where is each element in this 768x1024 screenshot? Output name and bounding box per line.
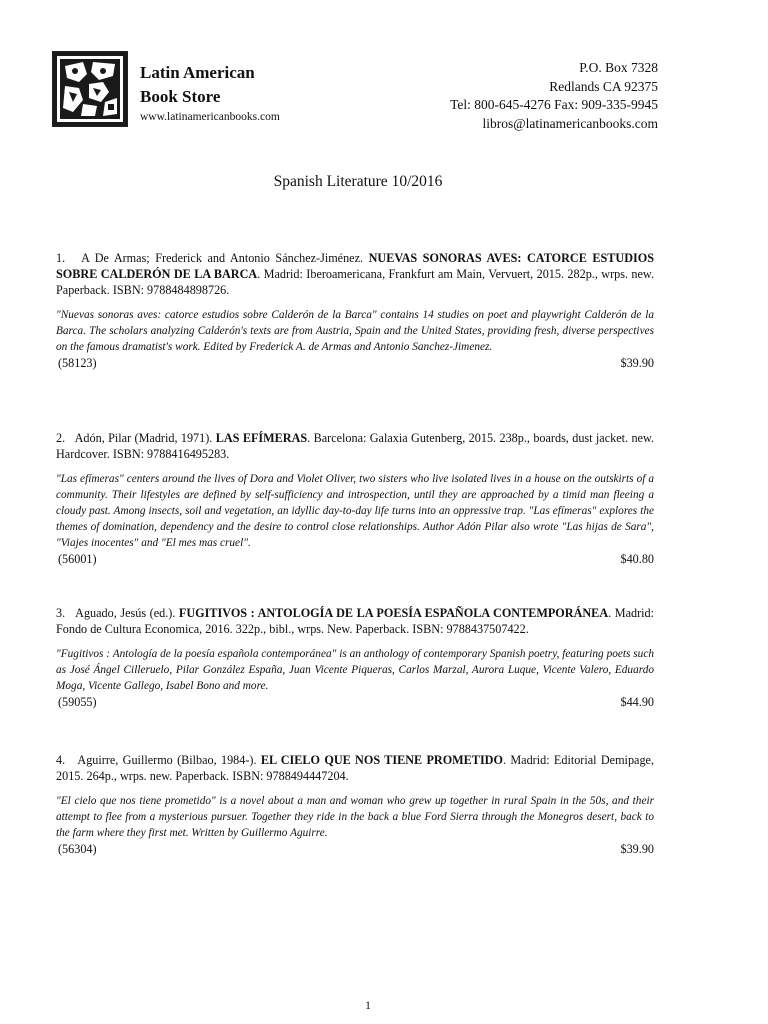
entry-citation bbox=[56, 430, 654, 462]
page-number: 1 bbox=[365, 998, 371, 1012]
store-name bbox=[140, 61, 255, 109]
entry-title: NUEVAS SONORAS AVES: CATORCE ESTUDIOS SOBRE CALDERÓN DE LA BARCA bbox=[56, 251, 654, 281]
address-phone-fax: Tel: 800-645-4276 Fax: 909-335-9945 bbox=[450, 97, 658, 112]
address-city: Redlands CA 92375 bbox=[549, 78, 658, 94]
entry-citation bbox=[56, 250, 654, 298]
entry-description: "Nuevas sonoras aves: catorce estudios sobre Calderón de la Barca" contains 14 studies on poet and playwright Calderón de la Barca. The scholars analyzing Calderón's texts are from Austria, Spain and the United States, providing fresh, diverse perspectives on the famous dramatist's work. Edited by Frederick A. de Armas and Antonio Sanchez-Jimenez. bbox=[56, 309, 654, 353]
catalog-entry-1 bbox=[56, 250, 654, 371]
entry-author: Aguirre, Guillermo (Bilbao, 1984-). bbox=[77, 753, 257, 767]
woodcut-logo-icon bbox=[53, 52, 127, 126]
store-logo bbox=[52, 51, 128, 127]
entry-code: (58123) bbox=[58, 356, 97, 370]
entry-number: 4. bbox=[56, 753, 66, 767]
entry-number: 2. bbox=[56, 431, 66, 445]
entry-author: Adón, Pilar (Madrid, 1971). bbox=[74, 431, 213, 445]
entry-meta-row bbox=[56, 355, 654, 371]
entry-price: $39.90 bbox=[620, 356, 654, 370]
entry-code: (56304) bbox=[58, 842, 97, 856]
entry-publication: . Madrid: Editorial Demipage, 2015. 264p., wrps. new. Paperback. ISBN: 9788494447204. bbox=[56, 753, 654, 783]
entry-citation bbox=[56, 605, 654, 637]
entry-publication: . Madrid: Iberoamericana, Frankfurt am Main, Vervuert, 2015. 282p., wrps. new. Paperback. ISBN: 9788484898726. bbox=[56, 267, 654, 297]
entry-price: $40.80 bbox=[620, 552, 654, 566]
entry-author: A De Armas; Frederick and Antonio Sánchez-Jiménez. bbox=[81, 251, 364, 265]
entry-description: "Las efímeras" centers around the lives of Dora and Violet Oliver, two sisters who live isolated lives in a house on the outskirts of a community. Their lifestyles are defined by self-sufficiency and introspection, until they are approached by a timid man fleeing a cloudy past. Among insects, soil and vegetation, an idyllic day-to-day life turns into an oppressive trap. "Las efímeras" explores the themes of domination, dependency and the desire to control close relationships. Author Adón Pilar also wrote "Las hijas de Sara", "Viajes inocentes" and "El mes mas cruel". bbox=[56, 473, 654, 549]
document-title: Spanish Literature 10/2016 bbox=[273, 173, 443, 190]
entry-code: (56001) bbox=[58, 552, 97, 566]
entry-title: LAS EFÍMERAS bbox=[215, 431, 308, 445]
entry-meta-row bbox=[56, 841, 654, 857]
address-email-link[interactable]: libros@latinamericanbooks.com bbox=[482, 115, 658, 131]
entry-description: "Fugitivos : Antología de la poesía española contemporánea" is an anthology of contemporary Spanish poetry, featuring poets such as José Ángel Cilleruelo, Pilar González España, Juan Vicente Piqueras, Carlos Marzal, Aurora Luque, Vicente Valero, Eduardo Moga, Vicente Gallego, Isabel Bono and more. bbox=[56, 648, 654, 692]
entry-meta-row bbox=[56, 694, 654, 710]
address-po-box: P.O. Box 7328 bbox=[579, 60, 658, 75]
entry-description: "El cielo que nos tiene prometido" is a novel about a man and woman who grew up together in rural Spain in the 50s, and their attempt to flee from a mysterious pursuer. Together they ride in the back a blue Ford Sierra through the Monegros desert, back to the farm where they first met. Written by Guillermo Aguirre. bbox=[56, 795, 654, 839]
entry-author: Aguado, Jesús (ed.). bbox=[75, 606, 176, 620]
entry-price: $44.90 bbox=[620, 695, 654, 709]
store-website-link[interactable]: www.latinamericanbooks.com bbox=[140, 111, 280, 123]
entry-code: (59055) bbox=[58, 695, 97, 709]
entry-publication: . Barcelona: Galaxia Gutenberg, 2015. 238p., boards, dust jacket. new. Hardcover. ISBN: 9788416495283. bbox=[56, 431, 655, 461]
entry-citation bbox=[56, 752, 654, 784]
entry-price: $39.90 bbox=[620, 842, 654, 856]
catalog-entry-2 bbox=[56, 430, 654, 567]
entry-title: EL CIELO QUE NOS TIENE PROMETIDO bbox=[260, 753, 503, 767]
entry-meta-row bbox=[56, 551, 654, 567]
catalog-entry-4 bbox=[56, 752, 654, 857]
entry-number: 1. bbox=[56, 251, 66, 265]
store-name-line1: Latin American bbox=[140, 63, 255, 82]
store-address bbox=[450, 59, 658, 133]
store-name-line2: Book Store bbox=[140, 87, 221, 106]
catalog-entry-3 bbox=[56, 605, 654, 710]
entry-publication: . Madrid: Fondo de Cultura Economica, 2016. 322p., bibl., wrps. New. Paperback. ISBN: 9788437507422. bbox=[56, 606, 654, 636]
entry-title: FUGITIVOS : ANTOLOGÍA DE LA POESÍA ESPAÑOLA CONTEMPORÁNEA bbox=[178, 606, 609, 620]
entry-number: 3. bbox=[56, 606, 66, 620]
